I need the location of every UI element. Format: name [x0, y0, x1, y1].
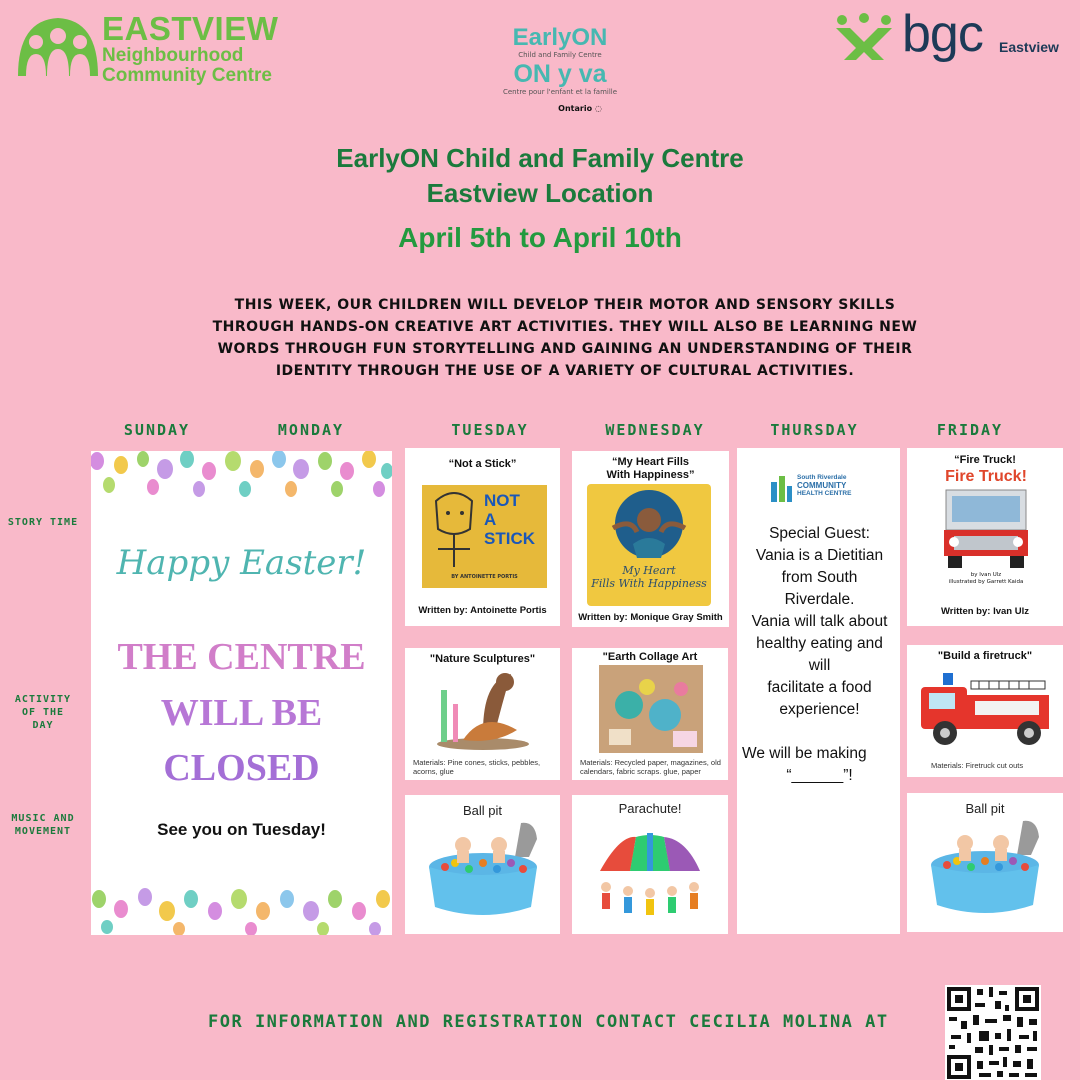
bgc-logo-sub: Eastview — [999, 39, 1059, 55]
guest-line — [741, 721, 898, 743]
closed-line1: THE CENTRE — [117, 636, 366, 678]
fire-truck-book-cover — [940, 468, 1032, 592]
fire-truck-cover-credits — [940, 572, 1032, 586]
day-wednesday: WEDNESDAY — [605, 421, 705, 439]
pig-illustration-icon — [426, 489, 482, 569]
eastview-logo-line1: EASTVIEW — [102, 10, 279, 47]
fire-truck-cover-author: by Ivan Ulz — [970, 572, 1002, 578]
earlyon-logo — [500, 26, 620, 138]
guest-line: from South — [781, 569, 858, 586]
parachute-image — [590, 831, 710, 923]
happy-easter-text: Happy Easter! — [116, 543, 367, 583]
friday-music-card — [907, 793, 1063, 932]
health-centre-icon — [769, 476, 793, 504]
partner-line2: COMMUNITY — [797, 481, 847, 490]
girl-illustration-icon — [601, 488, 697, 564]
friday-activity-title: "Build a firetruck" — [937, 650, 1033, 662]
closed-line2: WILL BE — [160, 692, 323, 734]
ball-pit-image — [425, 817, 545, 925]
wednesday-music-title: Parachute! — [618, 801, 682, 816]
earlyon-logo-sub-en: Child and Family Centre — [518, 51, 602, 59]
not-a-stick-book-cover — [422, 485, 547, 588]
closed-card — [91, 451, 392, 935]
row-label-activity-2: OF THE — [21, 707, 65, 718]
fire-truck-book-title: Fire Truck! — [945, 468, 1027, 485]
day-tuesday: TUESDAY — [451, 421, 529, 439]
friday-activity-materials: Materials: Firetruck cut outs — [931, 761, 1024, 770]
eastview-logo — [14, 12, 314, 84]
wednesday-story-title-1: “My Heart Fills — [611, 456, 690, 468]
day-monday: MONDAY — [277, 421, 345, 439]
ontario-logo-text: Ontario — [558, 104, 593, 113]
ontario-trillium-icon: ◌ — [594, 104, 602, 113]
friday-story-title: “Fire Truck! — [954, 454, 1016, 466]
friday-activity-card — [907, 645, 1063, 777]
guest-line: will — [808, 657, 831, 674]
book-cover-author: BY ANTOINETTE PORTIS — [451, 574, 518, 580]
friday-story-author: Written by: Ivan Ulz — [941, 606, 1029, 617]
closed-line3: CLOSED — [163, 747, 320, 789]
guest-line: Vania will talk about — [751, 613, 888, 630]
my-heart-book-cover — [587, 484, 711, 606]
guest-line: Special Guest: — [769, 525, 870, 542]
tuesday-story-title: “Not a Stick” — [448, 458, 517, 470]
ball-pit-image — [927, 815, 1047, 923]
friday-music-title: Ball pit — [965, 801, 1005, 816]
fire-truck-front-image — [940, 486, 1032, 568]
thursday-card — [737, 448, 900, 934]
ontario-logo — [540, 104, 620, 113]
wednesday-story-title-2: With Happiness” — [606, 469, 695, 481]
book-cover-title-1: My Heart — [622, 564, 676, 577]
guest-description — [741, 523, 898, 787]
guest-line: healthy eating and — [756, 635, 883, 652]
guest-line: Vania is a Dietitian — [755, 547, 884, 564]
day-friday: FRIDAY — [936, 421, 1004, 439]
wednesday-story-card — [572, 451, 729, 627]
row-label-music-1: MUSIC AND — [11, 813, 75, 824]
see-you-text: See you on Tuesday! — [157, 820, 326, 839]
row-label-activity — [4, 693, 82, 732]
row-label-activity-3: DAY — [32, 720, 54, 731]
bgc-logo-word: bgc — [902, 5, 983, 63]
bgc-people-icon — [832, 12, 896, 62]
partner-line1: South Riverdale — [797, 474, 847, 481]
day-thursday: THURSDAY — [770, 421, 859, 439]
row-label-activity-1: ACTIVITY — [14, 694, 72, 705]
heading-centre-name: EarlyON Child and Family Centre — [336, 143, 744, 173]
row-label-music — [4, 812, 82, 838]
heading-location: Eastview Location — [426, 178, 654, 208]
wednesday-story-author: Written by: Monique Gray Smith — [578, 612, 723, 623]
earlyon-logo-sub-fr: Centre pour l'enfant et la famille — [502, 88, 618, 96]
qr-code-icon[interactable] — [945, 985, 1041, 1080]
bgc-logo — [832, 5, 1072, 78]
earlyon-logo-name-fr: ON y va — [513, 60, 607, 88]
wednesday-activity-card — [572, 648, 728, 780]
tuesday-music-title: Ball pit — [462, 803, 503, 818]
easter-eggs-bottom-decoration — [91, 885, 392, 935]
day-sunday: SUNDAY — [123, 421, 191, 439]
guest-line: We will be making — [742, 745, 867, 762]
tuesday-music-card — [405, 795, 560, 934]
eastview-people-icon — [14, 12, 100, 80]
eastview-logo-line3: Community Centre — [102, 65, 272, 86]
guest-line: facilitate a food — [767, 679, 872, 696]
row-label-music-2: MOVEMENT — [14, 826, 72, 837]
guest-line: experience! — [779, 701, 860, 718]
fire-truck-cover-illustrator: illustrated by Garrett Kaida — [948, 579, 1024, 585]
wednesday-music-card — [572, 795, 728, 934]
book-word-stick: STICK — [484, 529, 535, 548]
eastview-logo-line2: Neighbourhood — [102, 45, 244, 66]
wednesday-activity-materials: Materials: Recycled paper, magazines, old calendars, fabric scraps. glue, paper — [580, 758, 721, 776]
nature-sculpture-image — [433, 670, 533, 752]
firetruck-cutout-image — [919, 673, 1051, 749]
earth-collage-image — [599, 665, 703, 753]
tuesday-story-card — [405, 448, 560, 626]
tuesday-activity-materials: Materials: Pine cones, sticks, pebbles, acorns, glue — [413, 758, 541, 776]
book-word-not: NOT — [484, 491, 520, 510]
guest-line: “______”! — [786, 767, 853, 784]
book-cover-title-2: Fills With Happiness — [591, 577, 707, 590]
easter-eggs-top-decoration — [91, 451, 392, 501]
south-riverdale-logo — [769, 474, 879, 510]
intro-paragraph: THIS WEEK, OUR CHILDREN WILL DEVELOP THEIR MOTOR AND SENSORY SKILLS THROUGH HANDS-ON CREATIVE ART ACTIVITIES. THEY WILL ALSO BE LEARNING NEW WORDS THROUGH FUN STORYTELLING AND GAINING AN UNDERSTANDING OF THEIR IDENTITY THROUGH THE USE OF A VARIETY OF CULTURAL ACTIVITIES. — [212, 297, 918, 379]
tuesday-activity-title: "Nature Sculptures" — [429, 653, 536, 665]
heading-dates: April 5th to April 10th — [398, 222, 682, 253]
row-label-story-time: STORY TIME — [7, 517, 79, 528]
guest-line: Riverdale. — [784, 591, 855, 608]
wednesday-activity-title: "Earth Collage Art — [602, 651, 698, 663]
tuesday-activity-card — [405, 648, 560, 780]
earlyon-logo-name: EarlyON — [512, 24, 608, 51]
wednesday-story-title — [572, 456, 729, 482]
friday-story-card — [907, 448, 1063, 626]
tuesday-story-author: Written by: Antoinette Portis — [418, 605, 547, 616]
footer-contact-text: FOR INFORMATION AND REGISTRATION CONTACT CECILIA MOLINA AT — [208, 1012, 889, 1032]
book-word-a: A — [484, 510, 497, 529]
partner-line3: HEALTH CENTRE — [797, 490, 852, 497]
